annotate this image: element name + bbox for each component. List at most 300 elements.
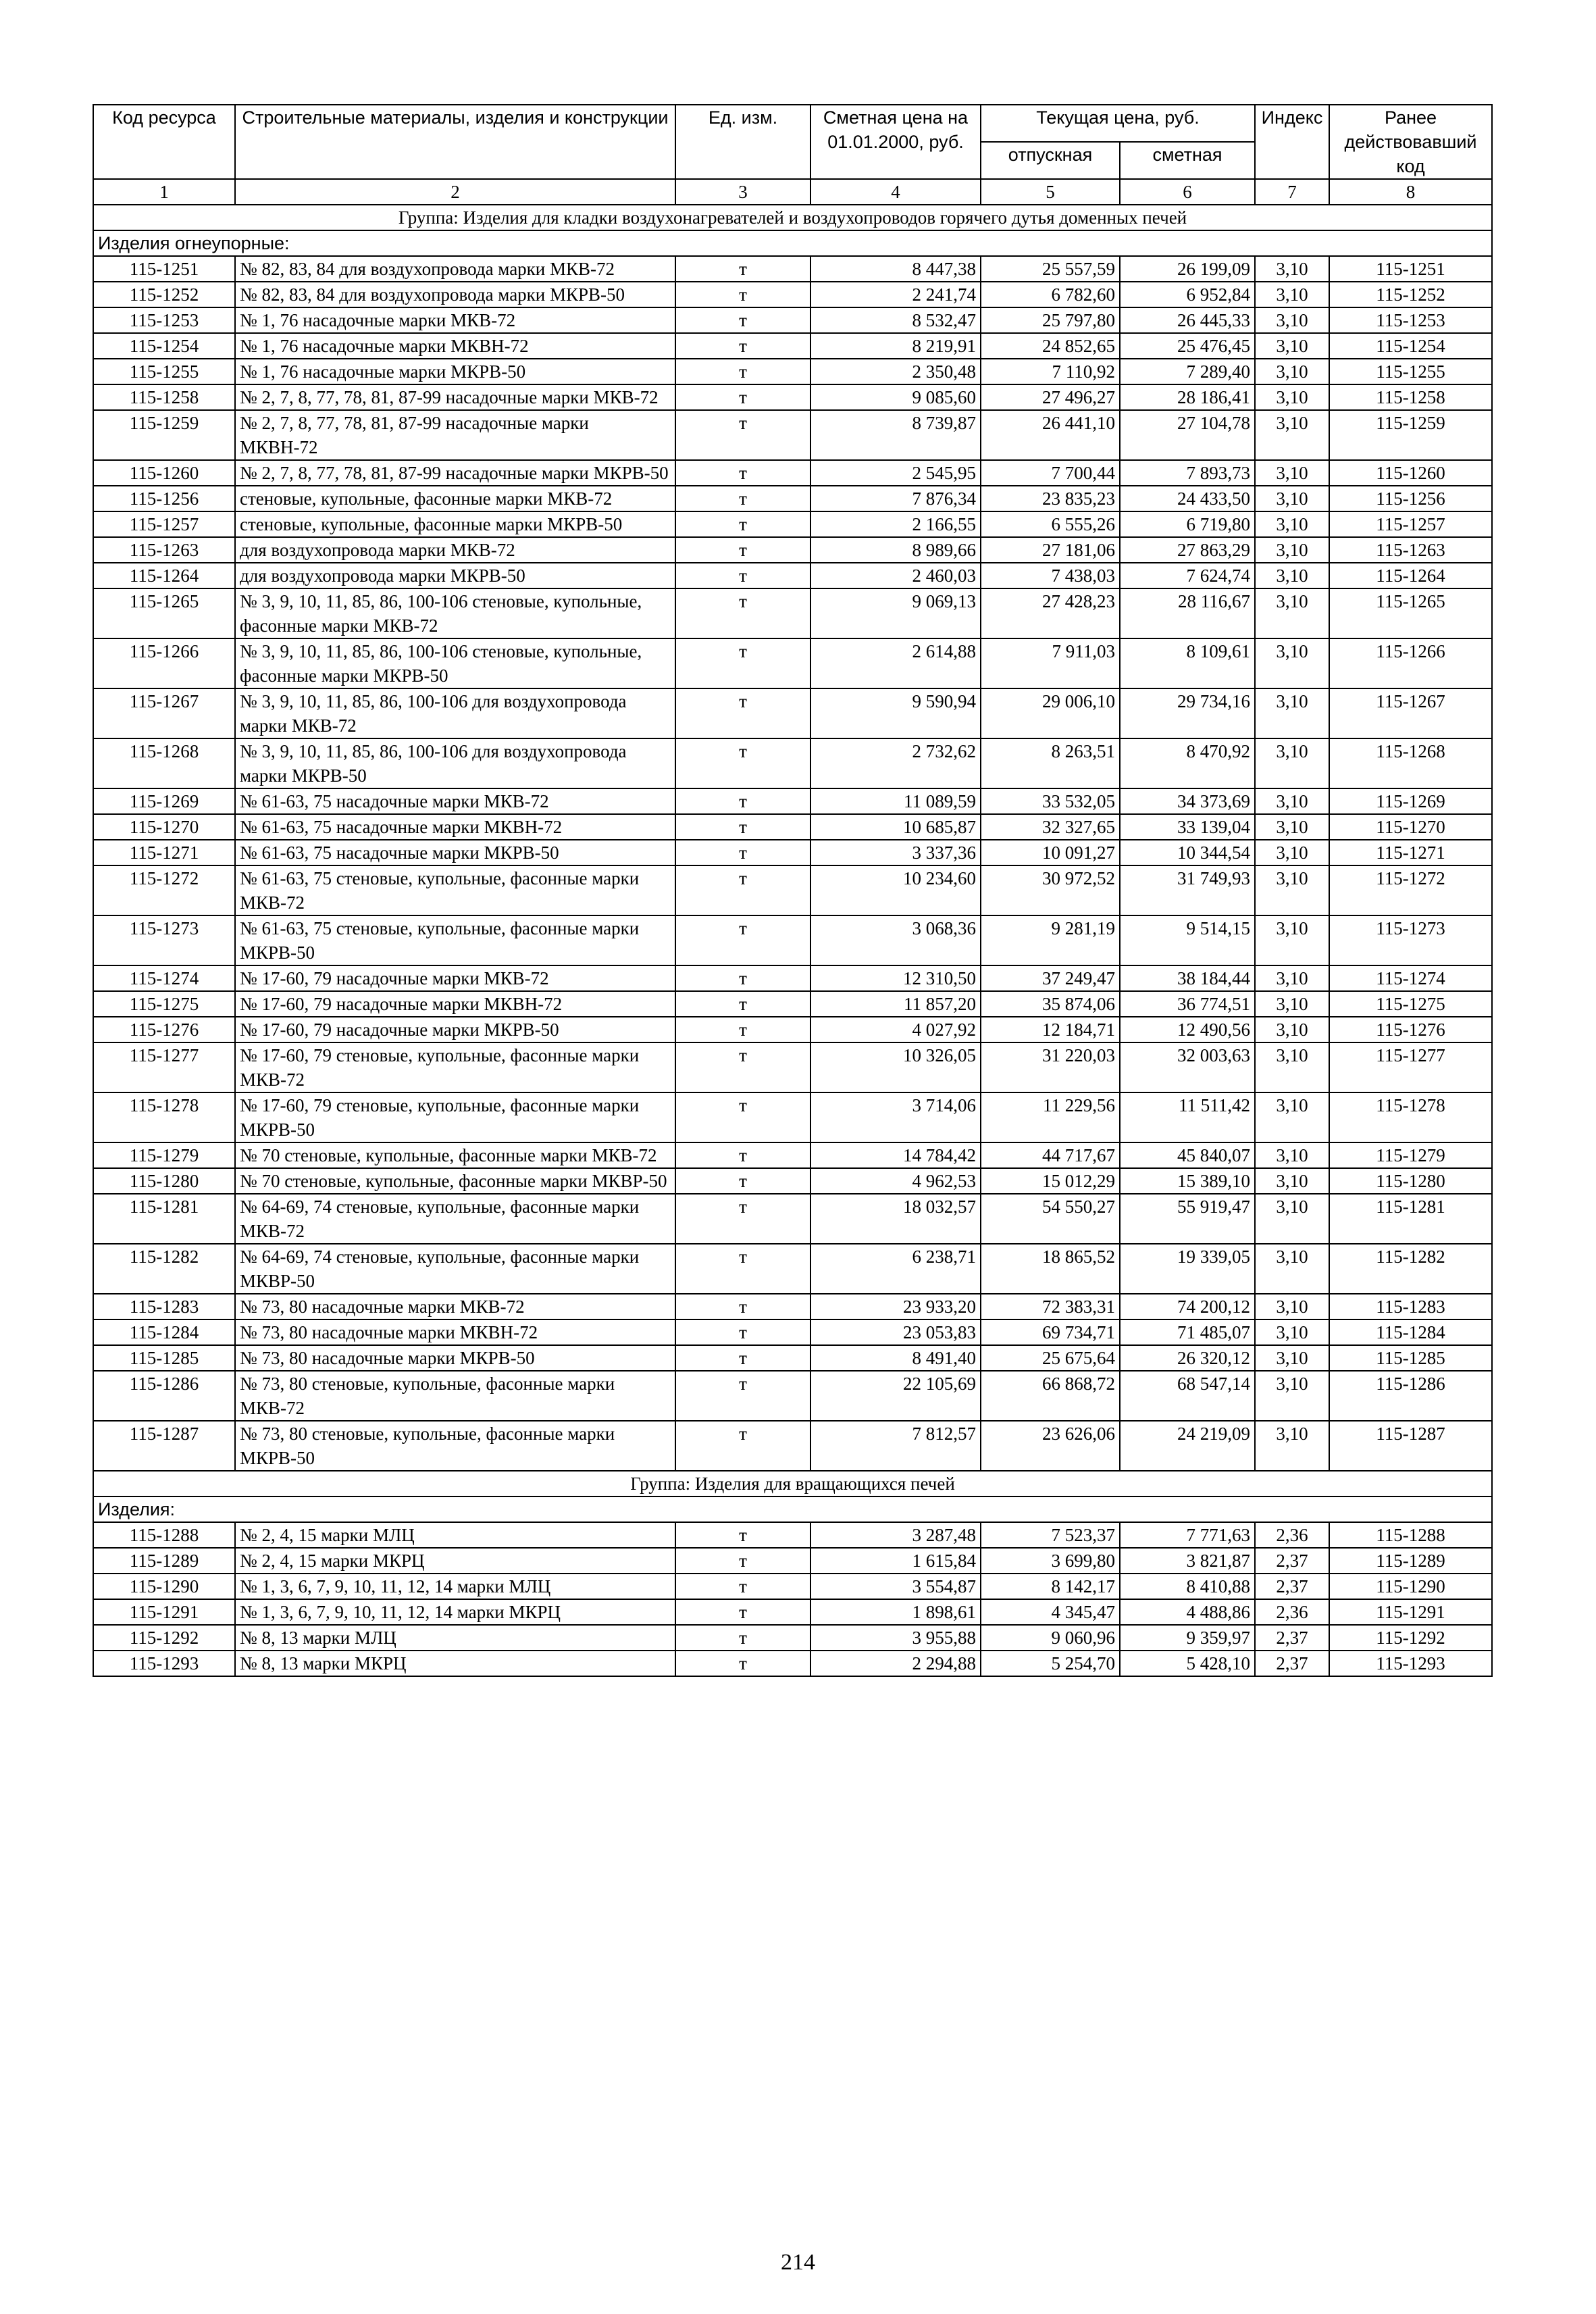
table-row <box>93 537 1492 563</box>
resource-code: 115-1274 <box>93 965 235 991</box>
price-2000: 23 053,83 <box>810 1319 981 1345</box>
unit: т <box>675 460 810 486</box>
price-2000: 2 460,03 <box>810 563 981 588</box>
material-name: № 82, 83, 84 для воздухопровода марки МКРВ-50 <box>235 282 675 307</box>
release-price: 72 383,31 <box>981 1294 1120 1319</box>
index: 3,10 <box>1255 1194 1329 1244</box>
price-2000: 7 812,57 <box>810 1421 981 1471</box>
index: 3,10 <box>1255 965 1329 991</box>
header-name: Строительные материалы, изделия и конструкции <box>235 105 675 179</box>
index: 3,10 <box>1255 991 1329 1017</box>
header-prev-code: Ранее действовавший код <box>1329 105 1492 179</box>
table-row <box>93 688 1492 738</box>
estimate-price: 25 476,45 <box>1120 333 1255 359</box>
resource-code: 115-1267 <box>93 688 235 738</box>
release-price: 25 675,64 <box>981 1345 1120 1371</box>
previous-code: 115-1290 <box>1329 1574 1492 1599</box>
estimate-price: 55 919,47 <box>1120 1194 1255 1244</box>
previous-code: 115-1255 <box>1329 359 1492 384</box>
estimate-price: 8 470,92 <box>1120 738 1255 788</box>
previous-code: 115-1273 <box>1329 915 1492 965</box>
index: 3,10 <box>1255 1345 1329 1371</box>
previous-code: 115-1266 <box>1329 638 1492 688</box>
table-row <box>93 333 1492 359</box>
material-name: № 2, 7, 8, 77, 78, 81, 87-99 насадочные марки МКРВ-50 <box>235 460 675 486</box>
release-price: 30 972,52 <box>981 865 1120 915</box>
group-title: Группа: Изделия для кладки воздухонагревателей и воздухопроводов горячего дутья доменных печей <box>93 205 1492 230</box>
index: 3,10 <box>1255 788 1329 814</box>
unit: т <box>675 384 810 410</box>
resource-code: 115-1254 <box>93 333 235 359</box>
estimate-price: 45 840,07 <box>1120 1142 1255 1168</box>
index: 2,36 <box>1255 1522 1329 1548</box>
table-body <box>93 205 1492 1676</box>
release-price: 8 263,51 <box>981 738 1120 788</box>
previous-code: 115-1293 <box>1329 1651 1492 1676</box>
resource-code: 115-1291 <box>93 1599 235 1625</box>
previous-code: 115-1260 <box>1329 460 1492 486</box>
price-2000: 8 989,66 <box>810 537 981 563</box>
table-row <box>93 1319 1492 1345</box>
resource-code: 115-1263 <box>93 537 235 563</box>
header-code: Код ресурса <box>93 105 235 179</box>
unit: т <box>675 1421 810 1471</box>
release-price: 31 220,03 <box>981 1042 1120 1092</box>
release-price: 27 428,23 <box>981 588 1120 638</box>
col-num: 2 <box>235 179 675 205</box>
release-price: 27 181,06 <box>981 537 1120 563</box>
index: 3,10 <box>1255 840 1329 865</box>
col-num: 4 <box>810 179 981 205</box>
index: 3,10 <box>1255 359 1329 384</box>
release-price: 54 550,27 <box>981 1194 1120 1244</box>
release-price: 7 110,92 <box>981 359 1120 384</box>
previous-code: 115-1280 <box>1329 1168 1492 1194</box>
index: 3,10 <box>1255 307 1329 333</box>
index: 2,37 <box>1255 1651 1329 1676</box>
release-price: 6 555,26 <box>981 511 1120 537</box>
index: 3,10 <box>1255 814 1329 840</box>
resource-code: 115-1285 <box>93 1345 235 1371</box>
index: 3,10 <box>1255 1294 1329 1319</box>
release-price: 37 249,47 <box>981 965 1120 991</box>
unit: т <box>675 814 810 840</box>
material-name: № 1, 76 насадочные марки МКВН-72 <box>235 333 675 359</box>
previous-code: 115-1252 <box>1329 282 1492 307</box>
table-row <box>93 1294 1492 1319</box>
table-row <box>93 991 1492 1017</box>
estimate-price: 26 445,33 <box>1120 307 1255 333</box>
estimate-price: 10 344,54 <box>1120 840 1255 865</box>
unit: т <box>675 256 810 282</box>
previous-code: 115-1259 <box>1329 410 1492 460</box>
table-row <box>93 359 1492 384</box>
previous-code: 115-1281 <box>1329 1194 1492 1244</box>
resource-code: 115-1268 <box>93 738 235 788</box>
previous-code: 115-1263 <box>1329 537 1492 563</box>
table-row <box>93 1142 1492 1168</box>
unit: т <box>675 788 810 814</box>
release-price: 26 441,10 <box>981 410 1120 460</box>
col-num: 3 <box>675 179 810 205</box>
group-title: Группа: Изделия для вращающихся печей <box>93 1471 1492 1496</box>
resource-code: 115-1288 <box>93 1522 235 1548</box>
table-row <box>93 1625 1492 1651</box>
estimate-price: 24 219,09 <box>1120 1421 1255 1471</box>
resource-code: 115-1277 <box>93 1042 235 1092</box>
resource-code: 115-1281 <box>93 1194 235 1244</box>
material-name: № 61-63, 75 насадочные марки МКРВ-50 <box>235 840 675 865</box>
index: 3,10 <box>1255 563 1329 588</box>
resource-code: 115-1273 <box>93 915 235 965</box>
table-row <box>93 307 1492 333</box>
release-price: 4 345,47 <box>981 1599 1120 1625</box>
estimate-price: 7 771,63 <box>1120 1522 1255 1548</box>
previous-code: 115-1269 <box>1329 788 1492 814</box>
table-row <box>93 638 1492 688</box>
resource-code: 115-1272 <box>93 865 235 915</box>
resource-code: 115-1293 <box>93 1651 235 1676</box>
price-2000: 8 532,47 <box>810 307 981 333</box>
material-name: № 73, 80 насадочные марки МКРВ-50 <box>235 1345 675 1371</box>
material-name: № 2, 7, 8, 77, 78, 81, 87-99 насадочные марки МКВН-72 <box>235 410 675 460</box>
header-release: отпускная <box>981 142 1120 179</box>
unit: т <box>675 638 810 688</box>
release-price: 27 496,27 <box>981 384 1120 410</box>
material-name: № 61-63, 75 насадочные марки МКВ-72 <box>235 788 675 814</box>
index: 3,10 <box>1255 1092 1329 1142</box>
index: 3,10 <box>1255 865 1329 915</box>
table-row <box>93 1168 1492 1194</box>
index: 3,10 <box>1255 256 1329 282</box>
material-name: № 73, 80 стеновые, купольные, фасонные марки МКРВ-50 <box>235 1421 675 1471</box>
index: 2,37 <box>1255 1548 1329 1574</box>
release-price: 12 184,71 <box>981 1017 1120 1042</box>
table-row <box>93 1574 1492 1599</box>
estimate-price: 9 359,97 <box>1120 1625 1255 1651</box>
resource-code: 115-1278 <box>93 1092 235 1142</box>
table-row <box>93 410 1492 460</box>
unit: т <box>675 1651 810 1676</box>
previous-code: 115-1283 <box>1329 1294 1492 1319</box>
unit: т <box>675 1092 810 1142</box>
estimate-price: 26 199,09 <box>1120 256 1255 282</box>
estimate-price: 7 893,73 <box>1120 460 1255 486</box>
column-numbers-row <box>93 179 1492 205</box>
table-row <box>93 1244 1492 1294</box>
release-price: 25 557,59 <box>981 256 1120 282</box>
release-price: 10 091,27 <box>981 840 1120 865</box>
release-price: 44 717,67 <box>981 1142 1120 1168</box>
release-price: 32 327,65 <box>981 814 1120 840</box>
resource-code: 115-1287 <box>93 1421 235 1471</box>
unit: т <box>675 965 810 991</box>
price-2000: 9 069,13 <box>810 588 981 638</box>
material-name: № 17-60, 79 насадочные марки МКВ-72 <box>235 965 675 991</box>
release-price: 66 868,72 <box>981 1371 1120 1421</box>
index: 3,10 <box>1255 410 1329 460</box>
unit: т <box>675 1599 810 1625</box>
material-name: стеновые, купольные, фасонные марки МКРВ-50 <box>235 511 675 537</box>
price-2000: 2 614,88 <box>810 638 981 688</box>
material-name: для воздухопровода марки МКРВ-50 <box>235 563 675 588</box>
previous-code: 115-1287 <box>1329 1421 1492 1471</box>
release-price: 3 699,80 <box>981 1548 1120 1574</box>
estimate-price: 71 485,07 <box>1120 1319 1255 1345</box>
index: 2,37 <box>1255 1574 1329 1599</box>
price-2000: 3 287,48 <box>810 1522 981 1548</box>
header-current: Текущая цена, руб. <box>981 105 1255 142</box>
header-index: Индекс <box>1255 105 1329 179</box>
index: 3,10 <box>1255 638 1329 688</box>
previous-code: 115-1257 <box>1329 511 1492 537</box>
previous-code: 115-1267 <box>1329 688 1492 738</box>
material-name: № 61-63, 75 стеновые, купольные, фасонные марки МКВ-72 <box>235 865 675 915</box>
release-price: 24 852,65 <box>981 333 1120 359</box>
table-row <box>93 486 1492 511</box>
release-price: 69 734,71 <box>981 1319 1120 1345</box>
table-row <box>93 1092 1492 1142</box>
estimate-price: 36 774,51 <box>1120 991 1255 1017</box>
material-name: № 82, 83, 84 для воздухопровода марки МКВ-72 <box>235 256 675 282</box>
index: 3,10 <box>1255 1042 1329 1092</box>
resource-code: 115-1276 <box>93 1017 235 1042</box>
price-2000: 9 085,60 <box>810 384 981 410</box>
price-2000: 14 784,42 <box>810 1142 981 1168</box>
estimate-price: 26 320,12 <box>1120 1345 1255 1371</box>
header-estimate: сметная <box>1120 142 1255 179</box>
index: 3,10 <box>1255 511 1329 537</box>
price-2000: 6 238,71 <box>810 1244 981 1294</box>
table-row <box>93 1371 1492 1421</box>
release-price: 6 782,60 <box>981 282 1120 307</box>
table-row <box>93 1522 1492 1548</box>
unit: т <box>675 333 810 359</box>
previous-code: 115-1275 <box>1329 991 1492 1017</box>
estimate-price: 28 116,67 <box>1120 588 1255 638</box>
resource-code: 115-1253 <box>93 307 235 333</box>
release-price: 11 229,56 <box>981 1092 1120 1142</box>
previous-code: 115-1254 <box>1329 333 1492 359</box>
resource-code: 115-1271 <box>93 840 235 865</box>
resource-code: 115-1270 <box>93 814 235 840</box>
price-2000: 10 326,05 <box>810 1042 981 1092</box>
table-row <box>93 1421 1492 1471</box>
material-name: № 70 стеновые, купольные, фасонные марки МКВР-50 <box>235 1168 675 1194</box>
table-row <box>93 865 1492 915</box>
material-name: № 8, 13 марки МКРЦ <box>235 1651 675 1676</box>
unit: т <box>675 1042 810 1092</box>
previous-code: 115-1256 <box>1329 486 1492 511</box>
estimate-price: 11 511,42 <box>1120 1092 1255 1142</box>
table-row <box>93 1345 1492 1371</box>
col-num: 6 <box>1120 179 1255 205</box>
unit: т <box>675 991 810 1017</box>
resource-code: 115-1286 <box>93 1371 235 1421</box>
previous-code: 115-1291 <box>1329 1599 1492 1625</box>
unit: т <box>675 307 810 333</box>
index: 3,10 <box>1255 1017 1329 1042</box>
estimate-price: 12 490,56 <box>1120 1017 1255 1042</box>
estimate-price: 32 003,63 <box>1120 1042 1255 1092</box>
index: 3,10 <box>1255 1244 1329 1294</box>
estimate-price: 9 514,15 <box>1120 915 1255 965</box>
resource-code: 115-1284 <box>93 1319 235 1345</box>
price-2000: 3 955,88 <box>810 1625 981 1651</box>
unit: т <box>675 359 810 384</box>
table-row <box>93 1017 1492 1042</box>
price-2000: 7 876,34 <box>810 486 981 511</box>
table-row <box>93 282 1492 307</box>
unit: т <box>675 1625 810 1651</box>
resource-code: 115-1275 <box>93 991 235 1017</box>
estimate-price: 34 373,69 <box>1120 788 1255 814</box>
unit: т <box>675 1522 810 1548</box>
material-name: № 73, 80 насадочные марки МКВН-72 <box>235 1319 675 1345</box>
estimate-price: 7 289,40 <box>1120 359 1255 384</box>
estimate-price: 19 339,05 <box>1120 1244 1255 1294</box>
material-name: № 1, 3, 6, 7, 9, 10, 11, 12, 14 марки МКРЦ <box>235 1599 675 1625</box>
index: 3,10 <box>1255 333 1329 359</box>
estimate-price: 27 104,78 <box>1120 410 1255 460</box>
price-2000: 2 294,88 <box>810 1651 981 1676</box>
previous-code: 115-1251 <box>1329 256 1492 282</box>
table-row <box>93 738 1492 788</box>
resource-code: 115-1256 <box>93 486 235 511</box>
table-row <box>93 1651 1492 1676</box>
release-price: 23 835,23 <box>981 486 1120 511</box>
price-2000: 3 337,36 <box>810 840 981 865</box>
previous-code: 115-1288 <box>1329 1522 1492 1548</box>
unit: т <box>675 1244 810 1294</box>
material-name: № 2, 4, 15 марки МЛЦ <box>235 1522 675 1548</box>
estimate-price: 8 109,61 <box>1120 638 1255 688</box>
resource-code: 115-1257 <box>93 511 235 537</box>
unit: т <box>675 410 810 460</box>
group-title-row <box>93 1471 1492 1496</box>
previous-code: 115-1264 <box>1329 563 1492 588</box>
unit: т <box>675 688 810 738</box>
price-2000: 1 615,84 <box>810 1548 981 1574</box>
material-name: № 1, 76 насадочные марки МКВ-72 <box>235 307 675 333</box>
price-2000: 2 732,62 <box>810 738 981 788</box>
table-row <box>93 563 1492 588</box>
table-row <box>93 915 1492 965</box>
resource-code: 115-1280 <box>93 1168 235 1194</box>
resource-code: 115-1258 <box>93 384 235 410</box>
col-num: 1 <box>93 179 235 205</box>
price-table <box>93 104 1493 1677</box>
index: 3,10 <box>1255 486 1329 511</box>
subgroup-row <box>93 230 1492 256</box>
estimate-price: 33 139,04 <box>1120 814 1255 840</box>
table-row <box>93 511 1492 537</box>
material-name: стеновые, купольные, фасонные марки МКВ-72 <box>235 486 675 511</box>
previous-code: 115-1258 <box>1329 384 1492 410</box>
price-2000: 3 714,06 <box>810 1092 981 1142</box>
estimate-price: 31 749,93 <box>1120 865 1255 915</box>
table-row <box>93 256 1492 282</box>
price-2000: 11 857,20 <box>810 991 981 1017</box>
release-price: 9 281,19 <box>981 915 1120 965</box>
header-unit: Ед. изм. <box>675 105 810 179</box>
index: 3,10 <box>1255 1319 1329 1345</box>
unit: т <box>675 1371 810 1421</box>
header-price2000: Сметная цена на 01.01.2000, руб. <box>810 105 981 179</box>
material-name: № 61-63, 75 стеновые, купольные, фасонные марки МКРВ-50 <box>235 915 675 965</box>
release-price: 8 142,17 <box>981 1574 1120 1599</box>
resource-code: 115-1266 <box>93 638 235 688</box>
estimate-price: 7 624,74 <box>1120 563 1255 588</box>
page-number: 214 <box>781 2250 815 2275</box>
price-2000: 4 962,53 <box>810 1168 981 1194</box>
table-row <box>93 788 1492 814</box>
price-2000: 18 032,57 <box>810 1194 981 1244</box>
price-2000: 2 166,55 <box>810 511 981 537</box>
material-name: № 3, 9, 10, 11, 85, 86, 100-106 для воздухопровода марки МКВ-72 <box>235 688 675 738</box>
estimate-price: 15 389,10 <box>1120 1168 1255 1194</box>
price-2000: 3 554,87 <box>810 1574 981 1599</box>
col-num: 7 <box>1255 179 1329 205</box>
price-table-sheet <box>93 104 1491 1677</box>
material-name: № 2, 7, 8, 77, 78, 81, 87-99 насадочные марки МКВ-72 <box>235 384 675 410</box>
table-row <box>93 1194 1492 1244</box>
estimate-price: 38 184,44 <box>1120 965 1255 991</box>
index: 3,10 <box>1255 738 1329 788</box>
unit: т <box>675 1168 810 1194</box>
unit: т <box>675 1294 810 1319</box>
previous-code: 115-1271 <box>1329 840 1492 865</box>
price-2000: 2 241,74 <box>810 282 981 307</box>
previous-code: 115-1277 <box>1329 1042 1492 1092</box>
price-2000: 10 234,60 <box>810 865 981 915</box>
material-name: № 3, 9, 10, 11, 85, 86, 100-106 для воздухопровода марки МКРВ-50 <box>235 738 675 788</box>
index: 3,10 <box>1255 1371 1329 1421</box>
unit: т <box>675 511 810 537</box>
release-price: 7 438,03 <box>981 563 1120 588</box>
material-name: № 1, 3, 6, 7, 9, 10, 11, 12, 14 марки МЛЦ <box>235 1574 675 1599</box>
price-2000: 8 491,40 <box>810 1345 981 1371</box>
price-2000: 8 447,38 <box>810 256 981 282</box>
table-row <box>93 1042 1492 1092</box>
index: 3,10 <box>1255 688 1329 738</box>
price-2000: 3 068,36 <box>810 915 981 965</box>
previous-code: 115-1292 <box>1329 1625 1492 1651</box>
unit: т <box>675 486 810 511</box>
unit: т <box>675 1345 810 1371</box>
table-row <box>93 384 1492 410</box>
previous-code: 115-1289 <box>1329 1548 1492 1574</box>
unit: т <box>675 738 810 788</box>
table-row <box>93 814 1492 840</box>
resource-code: 115-1260 <box>93 460 235 486</box>
resource-code: 115-1252 <box>93 282 235 307</box>
unit: т <box>675 865 810 915</box>
unit: т <box>675 1574 810 1599</box>
previous-code: 115-1253 <box>1329 307 1492 333</box>
estimate-price: 29 734,16 <box>1120 688 1255 738</box>
header-row <box>93 105 1492 142</box>
unit: т <box>675 588 810 638</box>
resource-code: 115-1283 <box>93 1294 235 1319</box>
col-num: 8 <box>1329 179 1492 205</box>
previous-code: 115-1268 <box>1329 738 1492 788</box>
release-price: 7 523,37 <box>981 1522 1120 1548</box>
index: 3,10 <box>1255 1168 1329 1194</box>
resource-code: 115-1255 <box>93 359 235 384</box>
previous-code: 115-1285 <box>1329 1345 1492 1371</box>
index: 3,10 <box>1255 384 1329 410</box>
